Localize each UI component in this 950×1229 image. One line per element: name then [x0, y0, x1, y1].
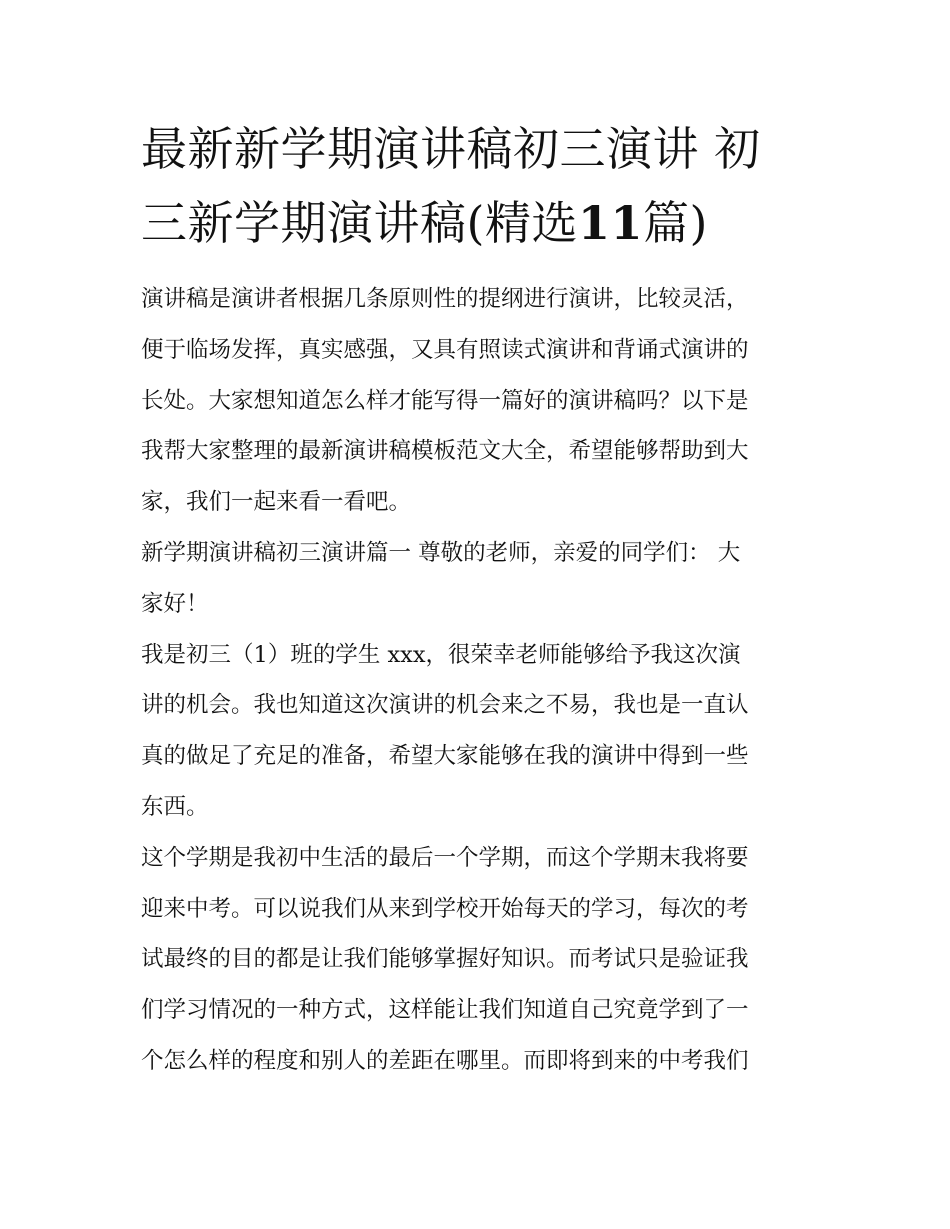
text-line: 新学期演讲稿初三演讲篇一 尊敬的老师，亲爱的同学们： 大: [141, 539, 741, 566]
title-text: 三新学期演讲稿(精选: [141, 196, 578, 250]
text-line: 长处。大家想知道怎么样才能写得一篇好的演讲稿吗？以下是: [141, 387, 749, 414]
text-line: 演讲稿是演讲者根据几条原则性的提纲进行演讲，比较灵活，: [141, 286, 749, 312]
document-body: [141, 274, 821, 1087]
text-line: 家，我们一起来看一看吧。: [141, 489, 412, 516]
title-number: 11: [577, 196, 643, 250]
title-line: 最新新学期演讲稿初三演讲 初: [141, 122, 761, 176]
paragraph-greeting: [141, 528, 821, 630]
text-line: 迎来中考。可以说我们从来到学校开始每天的学习，每次的考: [141, 895, 749, 922]
document-content: [141, 112, 821, 1087]
text-line: 便于临场发挥，真实感强，又具有照读式演讲和背诵式演讲的: [141, 336, 749, 363]
text-line: 讲的机会。我也知道这次演讲的机会来之不易，我也是一直认: [141, 692, 749, 719]
text-line: 我是初三（1）班的学生 xxx，很荣幸老师能够给予我这次演: [141, 641, 741, 668]
text-line: 真的做足了充足的准备，希望大家能够在我的演讲中得到一些: [141, 743, 749, 770]
text-line: 这个学期是我初中生活的最后一个学期，而这个学期末我将要: [141, 844, 749, 871]
text-line: 我帮大家整理的最新演讲稿模板范文大全，希望能够帮助到大: [141, 438, 749, 465]
title-text: 篇): [642, 196, 708, 250]
text-line: 家好！: [141, 590, 209, 617]
paragraph-self-intro: [141, 630, 821, 833]
text-line: 们学习情况的一种方式，这样能让我们知道自己究竟学到了一: [141, 997, 749, 1024]
paragraph-intro: [141, 274, 821, 528]
paragraph-semester: [141, 833, 821, 1087]
document-title: [141, 112, 821, 260]
text-line: 试最终的目的都是让我们能够掌握好知识。而考试只是验证我: [141, 946, 749, 973]
text-line: 个怎么样的程度和别人的差距在哪里。而即将到来的中考我们: [141, 1047, 749, 1074]
title-line: [141, 186, 821, 260]
text-line: 东西。: [141, 793, 209, 820]
